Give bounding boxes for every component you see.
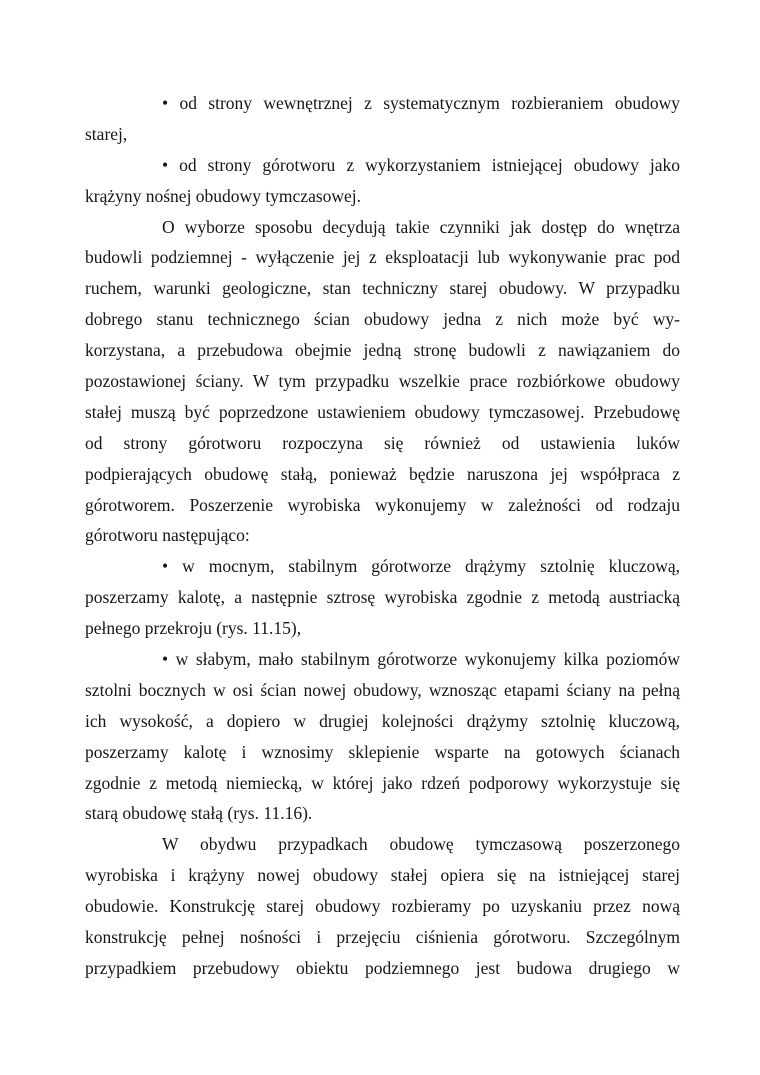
text-line: poszerzamy kalotę i wznosimy sklepienie wsparte na gotowych ścianach bbox=[85, 741, 680, 762]
text-line: ruchem, warunki geologiczne, stan techniczny starej obudowy. W przypadku bbox=[85, 278, 680, 299]
text-line: krążyny nośnej obudowy tymczasowej. bbox=[85, 185, 362, 206]
text-line: pozostawionej ściany. W tym przypadku wszelkie prace rozbiórkowe obudowy bbox=[85, 371, 680, 392]
text-line: stałej muszą być poprzedzone ustawieniem obudowy tymczasowej. Przebudowę bbox=[85, 401, 680, 422]
page-text-block bbox=[85, 88, 680, 984]
text-line: starą obudowę stałą (rys. 11.16). bbox=[85, 803, 313, 824]
text-line: O wyborze sposobu decydują takie czynniki jak dostęp do wnętrza bbox=[162, 216, 680, 237]
text-line: górotworem. Poszerzenie wyrobiska wykonujemy w zależności od rodzaju bbox=[85, 494, 680, 515]
text-line: W obydwu przypadkach obudowę tymczasową poszerzonego bbox=[162, 834, 680, 855]
text-line: dobrego stanu technicznego ścian obudowy jedna z nich może być wy- bbox=[85, 309, 680, 330]
text-line: pełnego przekroju (rys. 11.15), bbox=[85, 618, 302, 639]
bullet-text-line: • w mocnym, stabilnym górotworze drążymy sztolnię kluczową, bbox=[162, 556, 680, 577]
text-line: podpierających obudowę stałą, ponieważ będzie naruszona jej współpraca z bbox=[85, 463, 680, 484]
text-line: obudowie. Konstrukcję starej obudowy rozbieramy po uzyskaniu przez nową bbox=[85, 896, 680, 917]
bullet-text-line: • w słabym, mało stabilnym górotworze wykonujemy kilka poziomów bbox=[162, 649, 680, 670]
text-line: budowli podziemnej - wyłączenie jej z eksploatacji lub wykonywanie prac pod bbox=[85, 247, 680, 268]
text-line: korzystana, a przebudowa obejmie jedną stronę budowli z nawiązaniem do bbox=[85, 340, 680, 361]
text-line: starej, bbox=[85, 123, 128, 144]
text-line: górotworu następująco: bbox=[85, 525, 250, 546]
text-line: konstrukcję pełnej nośności i przejęciu ciśnienia górotworu. Szczególnym bbox=[85, 927, 680, 948]
text-line: ich wysokość, a dopiero w drugiej kolejności drążymy sztolnię kluczową, bbox=[85, 710, 680, 731]
text-line: od strony górotworu rozpoczyna się również od ustawienia luków bbox=[85, 432, 680, 453]
text-line: sztolni bocznych w osi ścian nowej obudowy, wznosząc etapami ściany na pełną bbox=[85, 679, 680, 700]
text-line: poszerzamy kalotę, a następnie sztrosę wyrobiska zgodnie z metodą austriacką bbox=[85, 587, 680, 608]
text-line: przypadkiem przebudowy obiektu podziemnego jest budowa drugiego w bbox=[85, 957, 680, 978]
text-line: wyrobiska i krążyny nowej obudowy stałej opiera się na istniejącej starej bbox=[85, 865, 680, 886]
bullet-text-line: • od strony górotworu z wykorzystaniem istniejącej obudowy jako bbox=[162, 154, 680, 175]
text-line: zgodnie z metodą niemiecką, w której jako rdzeń podporowy wykorzystuje się bbox=[85, 772, 680, 793]
bullet-text-line: • od strony wewnętrznej z systematycznym rozbieraniem obudowy bbox=[162, 93, 680, 113]
